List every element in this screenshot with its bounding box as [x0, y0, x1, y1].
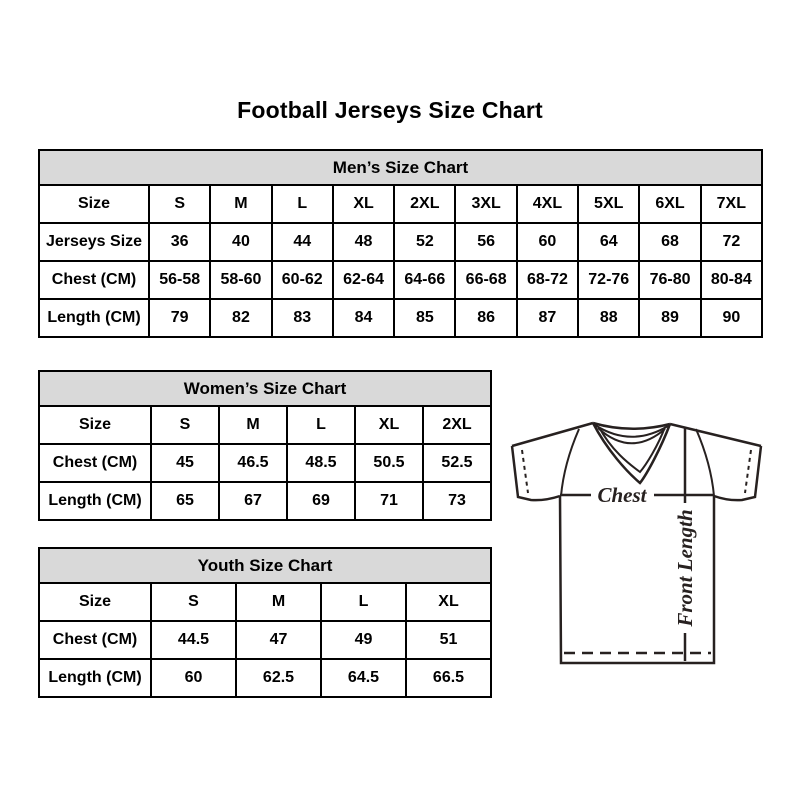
value-cell: 7XL [701, 185, 762, 223]
value-cell: 60-62 [272, 261, 333, 299]
jersey-left-sleeve-outline [512, 446, 560, 500]
value-cell: 80-84 [701, 261, 762, 299]
row-label-cell: Size [39, 406, 151, 444]
value-cell: 4XL [517, 185, 578, 223]
table-row [39, 659, 491, 697]
table-row [39, 583, 491, 621]
value-cell: L [321, 583, 406, 621]
value-cell: 82 [210, 299, 271, 337]
jersey-right-sleeve-outline [714, 446, 761, 500]
value-cell: 48 [333, 223, 394, 261]
jersey-measurement-diagram [495, 400, 775, 680]
table-header-row [39, 548, 491, 583]
row-label-cell: Jerseys Size [39, 223, 149, 261]
table-row [39, 261, 762, 299]
value-cell: 71 [355, 482, 423, 520]
women-table [38, 370, 492, 521]
value-cell: 66-68 [455, 261, 516, 299]
value-cell: 64-66 [394, 261, 455, 299]
value-cell: 69 [287, 482, 355, 520]
value-cell: 64.5 [321, 659, 406, 697]
value-cell: S [151, 583, 236, 621]
value-cell: 62-64 [333, 261, 394, 299]
value-cell: 72-76 [578, 261, 639, 299]
value-cell: L [287, 406, 355, 444]
table-header-row [39, 150, 762, 185]
men-table-title: Men’s Size Chart [39, 150, 762, 185]
value-cell: 87 [517, 299, 578, 337]
value-cell: 36 [149, 223, 210, 261]
value-cell: 47 [236, 621, 321, 659]
value-cell: 68-72 [517, 261, 578, 299]
row-label-cell: Size [39, 185, 149, 223]
value-cell: S [149, 185, 210, 223]
value-cell: 56-58 [149, 261, 210, 299]
value-cell: 52 [394, 223, 455, 261]
value-cell: 84 [333, 299, 394, 337]
row-label-cell: Length (CM) [39, 299, 149, 337]
jersey-left-cuff-dashed-line [522, 450, 528, 493]
row-label-cell: Length (CM) [39, 659, 151, 697]
front-length-label: Front Length [673, 509, 697, 627]
table-row [39, 621, 491, 659]
table-row [39, 482, 491, 520]
value-cell: 85 [394, 299, 455, 337]
value-cell: XL [333, 185, 394, 223]
value-cell: 49 [321, 621, 406, 659]
value-cell: 90 [701, 299, 762, 337]
value-cell: M [236, 583, 321, 621]
row-label-cell: Length (CM) [39, 482, 151, 520]
value-cell: 72 [701, 223, 762, 261]
value-cell: 65 [151, 482, 219, 520]
value-cell: 83 [272, 299, 333, 337]
women-table-title: Women’s Size Chart [39, 371, 491, 406]
value-cell: 79 [149, 299, 210, 337]
youth-table [38, 547, 492, 698]
mens-size-chart-table [38, 149, 763, 338]
page-title: Football Jerseys Size Chart [237, 97, 543, 123]
value-cell: 51 [406, 621, 491, 659]
value-cell: 44.5 [151, 621, 236, 659]
table-row [39, 299, 762, 337]
value-cell: 60 [517, 223, 578, 261]
table-row [39, 223, 762, 261]
value-cell: 40 [210, 223, 271, 261]
value-cell: 56 [455, 223, 516, 261]
value-cell: M [219, 406, 287, 444]
table-row [39, 185, 762, 223]
value-cell: 50.5 [355, 444, 423, 482]
value-cell: 86 [455, 299, 516, 337]
jersey-collar-top-line [593, 423, 670, 429]
value-cell: 64 [578, 223, 639, 261]
womens-size-chart-table [38, 370, 492, 521]
value-cell: 89 [639, 299, 700, 337]
chest-label: Chest [597, 483, 647, 507]
men-table [38, 149, 763, 338]
value-cell: 62.5 [236, 659, 321, 697]
jersey-left-shoulder-line [512, 423, 593, 446]
value-cell: 48.5 [287, 444, 355, 482]
jersey-right-shoulder-line [670, 424, 761, 446]
value-cell: 58-60 [210, 261, 271, 299]
row-label-cell: Chest (CM) [39, 621, 151, 659]
table-header-row [39, 371, 491, 406]
jersey-left-armhole-seam [561, 429, 579, 496]
value-cell: 88 [578, 299, 639, 337]
row-label-cell: Chest (CM) [39, 261, 149, 299]
value-cell: L [272, 185, 333, 223]
youth-size-chart-table [38, 547, 492, 698]
value-cell: 52.5 [423, 444, 491, 482]
value-cell: 73 [423, 482, 491, 520]
value-cell: S [151, 406, 219, 444]
value-cell: 5XL [578, 185, 639, 223]
jersey-right-cuff-dashed-line [745, 450, 751, 493]
value-cell: 6XL [639, 185, 700, 223]
row-label-cell: Size [39, 583, 151, 621]
jersey-right-armhole-seam [696, 429, 714, 496]
value-cell: 45 [151, 444, 219, 482]
value-cell: 2XL [394, 185, 455, 223]
table-row [39, 406, 491, 444]
value-cell: XL [355, 406, 423, 444]
value-cell: 60 [151, 659, 236, 697]
table-row [39, 444, 491, 482]
youth-table-title: Youth Size Chart [39, 548, 491, 583]
value-cell: 3XL [455, 185, 516, 223]
value-cell: M [210, 185, 271, 223]
value-cell: 76-80 [639, 261, 700, 299]
value-cell: 68 [639, 223, 700, 261]
row-label-cell: Chest (CM) [39, 444, 151, 482]
value-cell: XL [406, 583, 491, 621]
value-cell: 46.5 [219, 444, 287, 482]
value-cell: 66.5 [406, 659, 491, 697]
value-cell: 44 [272, 223, 333, 261]
value-cell: 67 [219, 482, 287, 520]
value-cell: 2XL [423, 406, 491, 444]
